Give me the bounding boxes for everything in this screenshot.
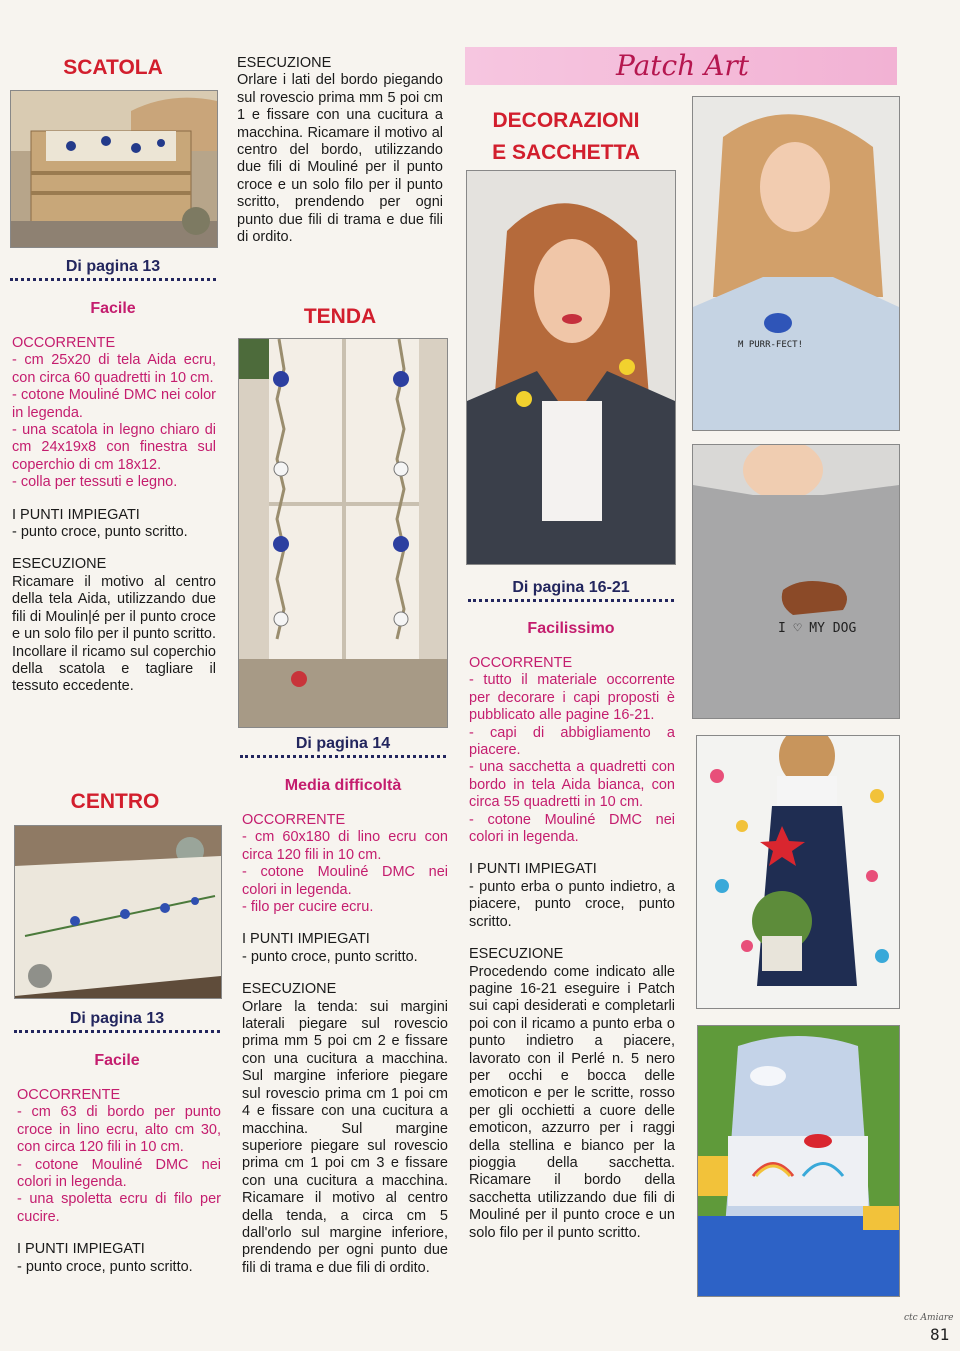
decorazioni-page-ref: Di pagina 16-21 [468, 579, 674, 602]
decorazioni-punti-text: - punto erba o punto indietro, a piacere, punto croce, punto scritto. [469, 878, 675, 930]
tenda-punti-text: - punto croce, punto scritto. [242, 948, 418, 965]
centro-occorrente-item: - una spoletta ecru di filo per cucire. [17, 1191, 221, 1225]
dog-shirt-text: I ♡ MY DOG [778, 621, 857, 636]
centro-body [17, 1087, 221, 1276]
centro-punti-text: - punto croce, punto scritto. [17, 1258, 193, 1275]
tenda-occorrente-heading: OCCORRENTE [242, 812, 346, 828]
decorazioni-body [469, 655, 675, 1242]
scatola-page-ref: Di pagina 13 [10, 258, 216, 281]
scatola-occorrente-heading: OCCORRENTE [12, 335, 116, 351]
tenda-photo [238, 338, 448, 728]
girl-jacket-photo [466, 170, 676, 565]
decorazioni-esecuzione-heading: ESECUZIONE [469, 946, 564, 963]
tenda-occorrente-item: - cm 60x180 di lino ecru con circa 120 fili in 10 cm. [242, 829, 448, 863]
decorazioni-occorrente-item: - tutto il materiale occorrente per decorare i capi proposti è pubblicato alle pagine 16-21. [469, 672, 675, 724]
centro-esecuzione-text: Orlare i lati del bordo piegando sul rovescio prima mm 5 poi cm 1 e fissare con una cucitura a macchina. Ricamare il motivo al centro del bordo, utilizzando due fili di Mouliné per il punto croce e un solo filo per il punto scritto, prendendo per ogni punto due fili di trama e due fili di ordito. [237, 72, 443, 246]
centro-esecuzione [237, 55, 443, 246]
scatola-esecuzione-text: Ricamare il motivo al centro della tela Aida, utilizzando due fili di Moulin|é per il punto croce e un solo filo per il punto scritto. Incollare il ricamo sul coperchio della scatola e tagliare il tessuto eccedente. [12, 573, 216, 695]
purrfect-shirt-text: M PURR-FECT! [738, 340, 804, 350]
centro-punti-heading: I PUNTI IMPIEGATI [17, 1241, 145, 1258]
tenda-punti-heading: I PUNTI IMPIEGATI [242, 931, 370, 948]
scatola-punti-heading: I PUNTI IMPIEGATI [12, 506, 140, 523]
girl-purrfect-photo [692, 96, 900, 431]
decorazioni-title-line2: E SACCHETTA [492, 141, 640, 164]
tenda-esecuzione-heading: ESECUZIONE [242, 981, 337, 998]
girl-plant-photo [696, 735, 900, 1009]
scatola-title: SCATOLA [63, 56, 163, 79]
centro-occorrente-heading: OCCORRENTE [17, 1087, 121, 1103]
decorazioni-occorrente-item: - cotone Mouliné DMC nei colori in legenda. [469, 811, 675, 846]
centro-occorrente-item: - cm 63 di bordo per punto croce in lino ecru, alto cm 30, con circa 120 fili in 10 cm. [17, 1104, 221, 1156]
scatola-occorrente-item: - cotone Mouliné DMC nei color in legenda. [12, 387, 216, 421]
decorazioni-difficulty: Facilissimo [527, 620, 615, 637]
decorazioni-esecuzione-text: Procedendo come indicato alle pagine 16-21 eseguire i Patch sui capi desiderati e completarli poi con il ricamo a punto erba o punto indietro a piacere, lavorato con il Perlé n. 5 nero per occhi e bocca delle emoticon e per le scritte, rosso per gli occhietti a cuore delle emoticon, azzurro per i raggi della stellina e bianco per la pioggia della sacchetta. Ricamare il bordo della sacchetta utilizzando due fili di Mouliné per il punto croce e un solo filo per il punto scritto. [469, 963, 675, 1241]
scatola-photo [10, 90, 218, 248]
scatola-esecuzione-heading: ESECUZIONE [12, 556, 107, 573]
centro-title: CENTRO [70, 790, 160, 813]
centro-occorrente-item: - cotone Mouliné DMC nei colori in legenda. [17, 1156, 221, 1191]
patch-art-banner: Patch Art [465, 47, 897, 85]
scatola-punti-text: - punto croce, punto scritto. [12, 524, 188, 541]
tenda-page-ref: Di pagina 14 [240, 735, 446, 758]
scatola-difficulty: Facile [90, 300, 136, 317]
tenda-occorrente-item: - filo per cucire ecru. [242, 899, 374, 916]
decorazioni-title [466, 105, 666, 169]
centro-photo [14, 825, 222, 999]
centro-difficulty: Facile [94, 1052, 140, 1069]
scatola-occorrente-item: - colla per tessuti e legno. [12, 474, 178, 491]
decorazioni-occorrente-heading: OCCORRENTE [469, 655, 573, 671]
tenda-title: TENDA [303, 305, 377, 328]
decorazioni-occorrente-item: - una sacchetta a quadretti con bordo in tela Aida bianca, con circa 55 quadretti in 10 cm. [469, 759, 675, 811]
decorazioni-punti-heading: I PUNTI IMPIEGATI [469, 861, 597, 878]
page-number: 81 [930, 1325, 950, 1344]
tenda-occorrente-item: - cotone Mouliné DMC nei colori in legenda. [242, 864, 448, 898]
magazine-logo: ctc Amiare [904, 1313, 954, 1323]
tenda-esecuzione-text: Orlare la tenda: sui margini laterali piegare sul rovescio prima mm 5 poi cm 2 e fissare con una cucitura a macchina. Sul margine inferiore piegare sul rovescio prima cm 1 poi cm 4 e fissare con una cucitura a macchina. Sul margine superiore piegare sul rovescio prima cm 1 poi cm 3 e fissare con una cucitura a macchina. Ricamare il motivo al centro della tenda, a circa cm 5 dall'orlo sul margine inferiore, prendendo per ogni punto due fili di trama e due fili di ordito. [242, 998, 448, 1276]
tenda-difficulty: Media difficoltà [284, 777, 402, 794]
centro-page-ref: Di pagina 13 [14, 1010, 220, 1033]
scatola-occorrente-item: - cm 25x20 di tela Aida ecru, con circa 60 quadretti in 10 cm. [12, 352, 216, 386]
centro-esecuzione-heading: ESECUZIONE [237, 55, 332, 71]
decorazioni-occorrente-item: - capi di abbigliamento a piacere. [469, 724, 675, 759]
decorazioni-title-line1: DECORAZIONI [492, 109, 640, 132]
scatola-body [12, 335, 216, 696]
boy-dog-photo [692, 444, 900, 719]
tenda-body [242, 812, 448, 1277]
sacchetta-photo [697, 1025, 900, 1297]
scatola-occorrente-item: - una scatola in legno chiaro di cm 24x19x8 con finestra sul coperchio di cm 18x12. [12, 422, 216, 473]
